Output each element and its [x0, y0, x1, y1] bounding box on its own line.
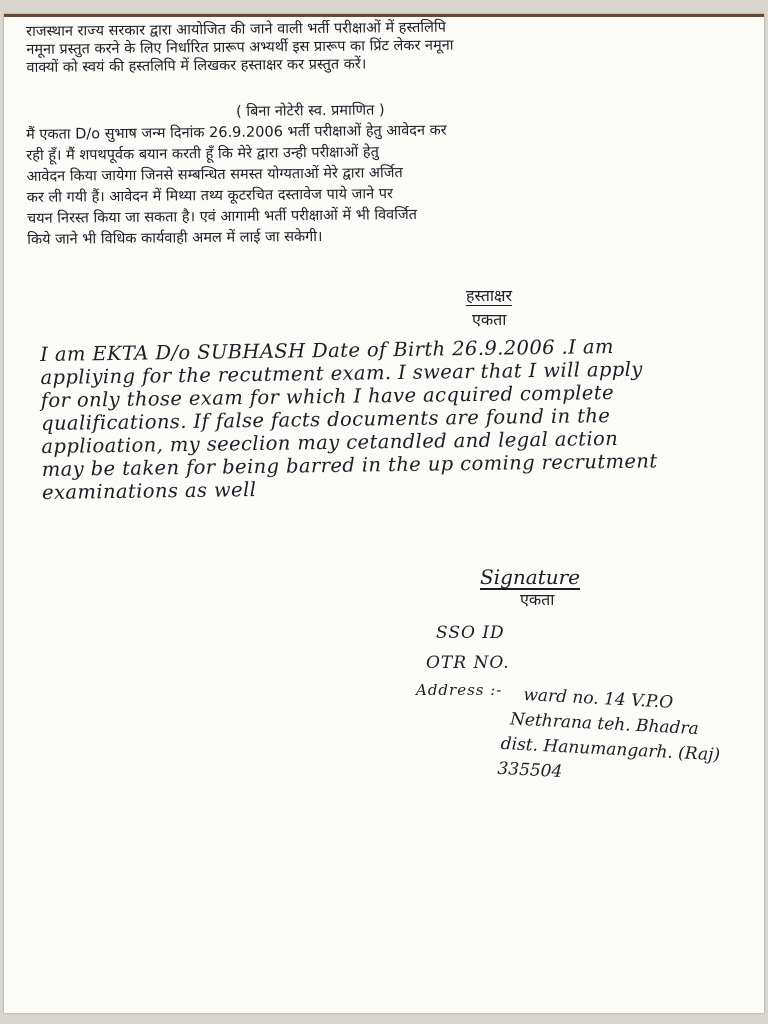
handwritten-declaration-page: [4, 14, 764, 1013]
english-declaration-line: may be taken for being barred in the up coming recrutment: [41, 449, 658, 481]
english-signature-label: Signature: [480, 565, 581, 589]
hindi-intro-line: नमूना प्रस्तुत करने के लिए निर्धारित प्रारूप अभ्यर्थी इस प्रारूप का प्रिंट लेकर नमूना: [26, 37, 454, 58]
hindi-declaration-line: आवेदन किया जायेगा जिनसे सम्बन्धित समस्त योग्यताओं मेरे द्वारा अर्जित: [26, 165, 403, 185]
english-declaration-line: I am EKTA D/o SUBHASH Date of Birth 26.9.2006 .I am: [40, 334, 614, 366]
english-declaration-line: examinations as well: [41, 477, 257, 504]
english-declaration-line: applioation, my seeclion may cetandled and legal action: [41, 426, 619, 458]
address-line: 335504: [496, 758, 563, 783]
address-value: [496, 683, 723, 793]
english-declaration-line: appliying for the recutment exam. I swear that I will apply: [40, 357, 643, 389]
hindi-intro: [26, 15, 762, 77]
hindi-declaration-line: किये जाने भी विधिक कार्यवाही अमल में लाई जा सकेगी।: [27, 228, 323, 248]
english-declaration: [40, 333, 762, 504]
hindi-declaration: [26, 117, 762, 251]
hindi-declaration-line: रही हूँ। मैं शपथपूर्वक बयान करती हूँ कि मेरे द्वारा उन्ही परीक्षाओं हेतु: [26, 144, 379, 164]
address-line: ward no. 14 V.P.O: [522, 684, 674, 713]
hindi-signature-label: हस्ताक्षर: [466, 286, 513, 305]
hindi-signature-name: एकता: [472, 310, 507, 329]
hindi-declaration-line: कर ली गयी हैं। आवेदन में मिथ्या तथ्य कूटरचित दस्तावेज पाये जाने पर: [26, 186, 394, 206]
address-line: dist. Hanumangarh. (Raj): [500, 733, 721, 766]
address-label: Address :-: [416, 681, 503, 699]
hindi-declaration-line: मैं एकता D/o सुभाष जन्म दिनांक 26.9.2006 भर्ती परीक्षाओं हेतु आवेदन कर: [26, 122, 447, 143]
hindi-intro-line: वाक्यों को स्वयं की हस्तलिपि में लिखकर हस्ताक्षर कर प्रस्तुत करें।: [26, 56, 367, 76]
address-line: Nethrana teh. Bhadra: [509, 709, 700, 740]
hindi-subheading: ( बिना नोटेरी स्व. प्रमाणित ): [236, 102, 385, 120]
hindi-signature-block: [466, 285, 512, 331]
english-signature-name: एकता: [520, 590, 555, 609]
english-declaration-line: qualifications. If false facts documents are found in the: [40, 404, 611, 435]
english-declaration-line: for only those exam for which I have acquired complete: [40, 380, 615, 412]
otr-no-label: OTR NO.: [426, 653, 510, 673]
hindi-intro-line: राजस्थान राज्य सरकार द्वारा आयोजित की जाने वाली भर्ती परीक्षाओं में हस्तलिपि: [26, 19, 447, 40]
sso-id-label: SSO ID: [436, 623, 505, 643]
hindi-declaration-line: चयन निरस्त किया जा सकता है। एवं आगामी भर्ती परीक्षाओं में भी विवर्जित: [26, 206, 418, 227]
